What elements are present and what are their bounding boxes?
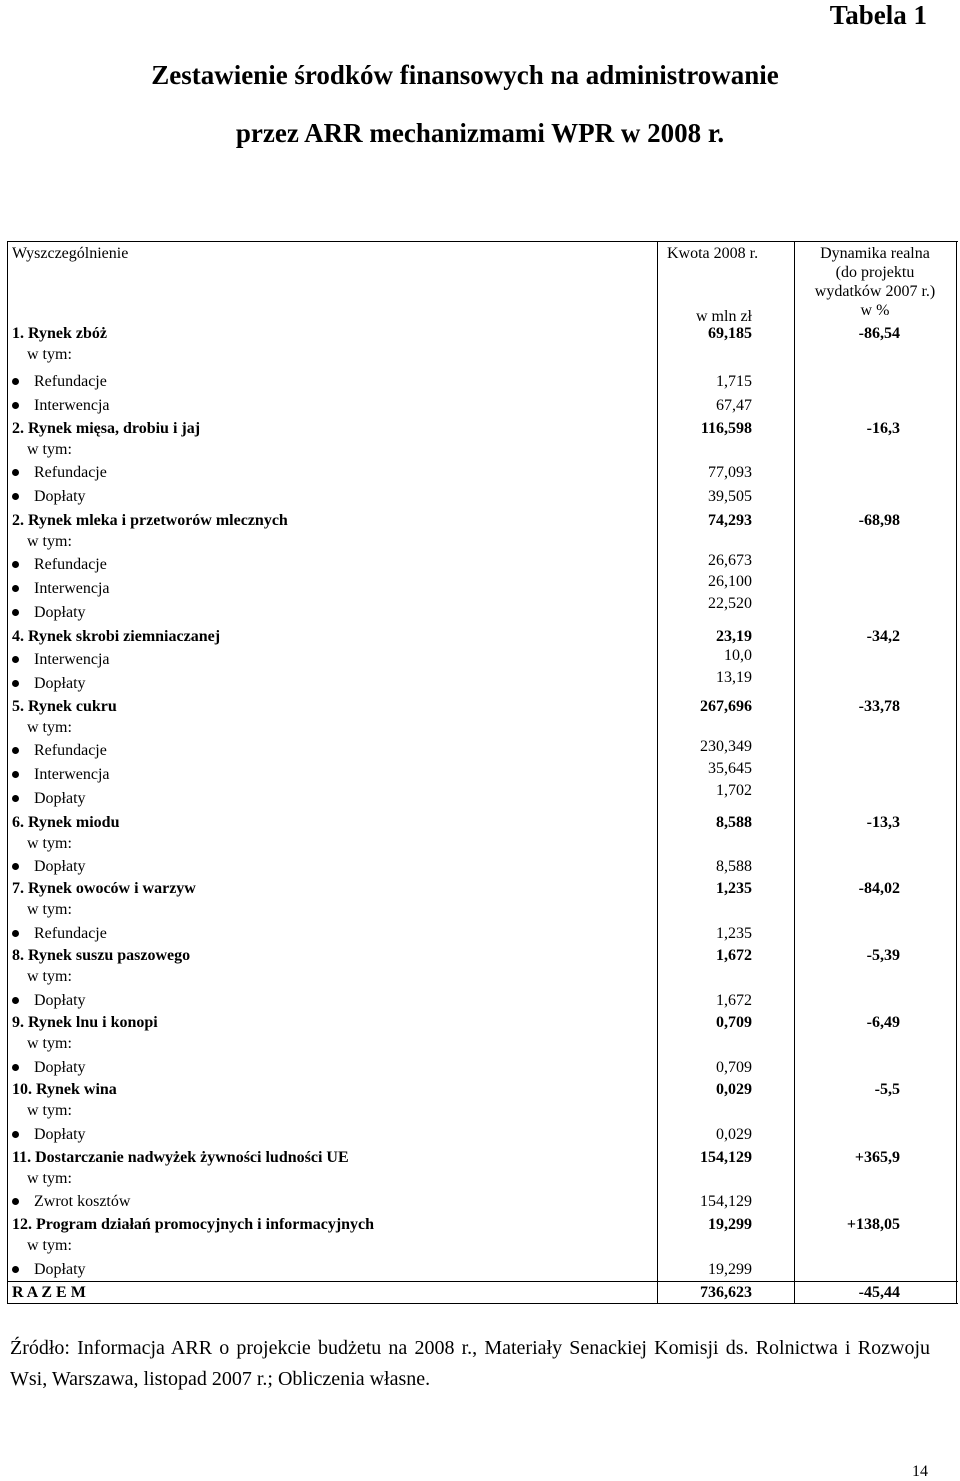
- sub-item-label: Refundacje: [34, 464, 107, 481]
- table-tag: Tabela 1: [829, 0, 927, 30]
- sub-item-label: Dopłaty: [34, 992, 86, 1009]
- market-name: 1. Rynek zbóż: [12, 325, 107, 342]
- sub-item: [12, 1192, 130, 1211]
- market-amount: 74,293: [708, 512, 752, 529]
- page-title-line2: przez ARR mechanizmami WPR w 2008 r.: [235, 118, 725, 148]
- sub-item-amount: 0,709: [716, 1059, 752, 1076]
- sub-item-label: Refundacje: [34, 925, 107, 942]
- sub-item-label: Dopłaty: [34, 1059, 86, 1076]
- sub-item-label: Interwencja: [34, 580, 110, 597]
- in-which-label: w tym:: [27, 1102, 72, 1119]
- sub-item-label: Refundacje: [34, 373, 107, 390]
- sub-item-amount: 67,47: [716, 397, 752, 414]
- bullet-icon: [12, 469, 19, 476]
- sub-item-amount: 22,520: [708, 595, 752, 612]
- market-dynamics: +138,05: [846, 1216, 900, 1233]
- bullet-icon: [12, 609, 19, 616]
- sub-item-amount: 35,645: [708, 760, 752, 777]
- sub-item: [12, 555, 107, 574]
- in-which-label: w tym:: [27, 441, 72, 458]
- market-amount: 1,235: [716, 880, 752, 897]
- sub-item-amount: 26,100: [708, 573, 752, 590]
- col-header-dynamics: Dynamika realna (do projektu wydatków 2007 r.) w %: [814, 245, 936, 319]
- in-which-label: w tym:: [27, 1170, 72, 1187]
- market-name: 10. Rynek wina: [12, 1081, 117, 1098]
- in-which-label: w tym:: [27, 719, 72, 736]
- bullet-icon: [12, 1198, 19, 1205]
- sub-item-amount: 1,702: [716, 782, 752, 799]
- sub-item-label: Dopłaty: [34, 675, 86, 692]
- sub-item: [12, 991, 86, 1010]
- sub-item: [12, 1125, 86, 1144]
- market-dynamics: -34,2: [866, 628, 900, 645]
- sub-item: [12, 487, 86, 506]
- source-note: Źródło: Informacja ARR o projekcie budżetu na 2008 r., Materiały Senackiej Komisji ds. Rolnictwa i Rozwoju Wsi, Warszawa, listopad 2007 r.; Obliczenia własne.: [10, 1337, 930, 1390]
- market-amount: 8,588: [716, 814, 752, 831]
- total-amount: 736,623: [700, 1284, 752, 1301]
- sub-item-amount: 230,349: [700, 738, 752, 755]
- market-name: 2. Rynek mięsa, drobiu i jaj: [12, 420, 201, 437]
- bullet-icon: [12, 1266, 19, 1273]
- market-amount: 69,185: [708, 325, 752, 342]
- market-name: 9. Rynek lnu i konopi: [12, 1014, 158, 1031]
- market-dynamics: -5,39: [866, 947, 900, 964]
- col-header-amount: Kwota 2008 r.: [667, 245, 759, 262]
- sub-item: [12, 1058, 86, 1077]
- market-dynamics: -5,5: [874, 1081, 900, 1098]
- market-amount: 116,598: [700, 420, 752, 437]
- sub-item: [12, 674, 86, 693]
- market-amount: 0,029: [716, 1081, 752, 1098]
- market-amount: 0,709: [716, 1014, 752, 1031]
- market-name: 5. Rynek cukru: [12, 698, 117, 715]
- col-header-amount-unit: w mln zł: [696, 308, 752, 325]
- sub-item: [12, 1260, 86, 1279]
- sub-item-label: Interwencja: [34, 397, 110, 414]
- bullet-icon: [12, 378, 19, 385]
- bullet-icon: [12, 863, 19, 870]
- market-amount: 154,129: [700, 1149, 752, 1166]
- market-name: 6. Rynek miodu: [12, 814, 120, 831]
- sub-item: [12, 924, 107, 943]
- bullet-icon: [12, 747, 19, 754]
- sub-item-amount: 39,505: [708, 488, 752, 505]
- total-label: R A Z E M: [12, 1284, 86, 1301]
- in-which-label: w tym:: [27, 901, 72, 918]
- sub-item-label: Dopłaty: [34, 858, 86, 875]
- sub-item-amount: 19,299: [708, 1261, 752, 1278]
- sub-item: [12, 579, 110, 598]
- in-which-label: w tym:: [27, 533, 72, 550]
- sub-item: [12, 650, 110, 669]
- market-name: 7. Rynek owoców i warzyw: [12, 880, 196, 897]
- sub-item-label: Dopłaty: [34, 488, 86, 505]
- market-amount: 1,672: [716, 947, 752, 964]
- sub-item-label: Zwrot kosztów: [34, 1193, 131, 1210]
- sub-item-label: Refundacje: [34, 556, 107, 573]
- market-dynamics: +365,9: [854, 1149, 900, 1166]
- in-which-label: w tym:: [27, 835, 72, 852]
- total-dynamics: -45,44: [858, 1284, 900, 1301]
- sub-item: [12, 765, 110, 784]
- market-name: 12. Program działań promocyjnych i informacyjnych: [12, 1216, 375, 1233]
- market-name: 8. Rynek suszu paszowego: [12, 947, 191, 964]
- bullet-icon: [12, 402, 19, 409]
- col-header-item: Wyszczególnienie: [12, 245, 129, 262]
- bullet-icon: [12, 493, 19, 500]
- market-amount: 23,19: [716, 628, 752, 645]
- bullet-icon: [12, 1064, 19, 1071]
- sub-item-amount: 26,673: [708, 552, 752, 569]
- page-title-line1: Zestawienie środków finansowych na administrowanie: [151, 60, 779, 90]
- sub-item-amount: 13,19: [716, 669, 752, 686]
- sub-item: [12, 741, 107, 760]
- bullet-icon: [12, 1131, 19, 1138]
- sub-item-label: Dopłaty: [34, 790, 86, 807]
- market-dynamics: -33,78: [858, 698, 900, 715]
- market-name: 11. Dostarczanie nadwyżek żywności ludności UE: [12, 1149, 349, 1166]
- bullet-icon: [12, 585, 19, 592]
- sub-item-amount: 10,0: [724, 647, 752, 664]
- in-which-label: w tym:: [27, 1237, 72, 1254]
- market-dynamics: -84,02: [858, 880, 900, 897]
- sub-item-amount: 154,129: [700, 1193, 752, 1210]
- market-dynamics: -86,54: [858, 325, 900, 342]
- sub-item-amount: 1,715: [716, 373, 752, 390]
- market-dynamics: -16,3: [866, 420, 900, 437]
- sub-item: [12, 603, 86, 622]
- sub-item: [12, 463, 107, 482]
- in-which-label: w tym:: [27, 968, 72, 985]
- bullet-icon: [12, 656, 19, 663]
- bullet-icon: [12, 930, 19, 937]
- sub-item-label: Dopłaty: [34, 604, 86, 621]
- market-dynamics: -13,3: [866, 814, 900, 831]
- sub-item-amount: 8,588: [716, 858, 752, 875]
- bullet-icon: [12, 795, 19, 802]
- sub-item-amount: 1,235: [716, 925, 752, 942]
- market-name: 4. Rynek skrobi ziemniaczanej: [12, 628, 221, 645]
- bullet-icon: [12, 771, 19, 778]
- sub-item: [12, 372, 107, 391]
- market-name: 2. Rynek mleka i przetworów mlecznych: [12, 512, 288, 529]
- bullet-icon: [12, 997, 19, 1004]
- in-which-label: w tym:: [27, 1035, 72, 1052]
- market-amount: 19,299: [708, 1216, 752, 1233]
- sub-item-label: Dopłaty: [34, 1126, 86, 1143]
- market-dynamics: -6,49: [866, 1014, 900, 1031]
- sub-item: [12, 789, 86, 808]
- sub-item-label: Refundacje: [34, 742, 107, 759]
- sub-item-amount: 77,093: [708, 464, 752, 481]
- sub-item-label: Interwencja: [34, 766, 110, 783]
- sub-item-amount: 0,029: [716, 1126, 752, 1143]
- bullet-icon: [12, 561, 19, 568]
- sub-item-amount: 1,672: [716, 992, 752, 1009]
- sub-item-label: Dopłaty: [34, 1261, 86, 1278]
- sub-item: [12, 396, 110, 415]
- bullet-icon: [12, 680, 19, 687]
- in-which-label: w tym:: [27, 346, 72, 363]
- page-number: 14: [912, 1463, 928, 1480]
- sub-item: [12, 857, 86, 876]
- sub-item-label: Interwencja: [34, 651, 110, 668]
- market-dynamics: -68,98: [858, 512, 900, 529]
- market-amount: 267,696: [700, 698, 752, 715]
- data-table: [7, 241, 958, 1304]
